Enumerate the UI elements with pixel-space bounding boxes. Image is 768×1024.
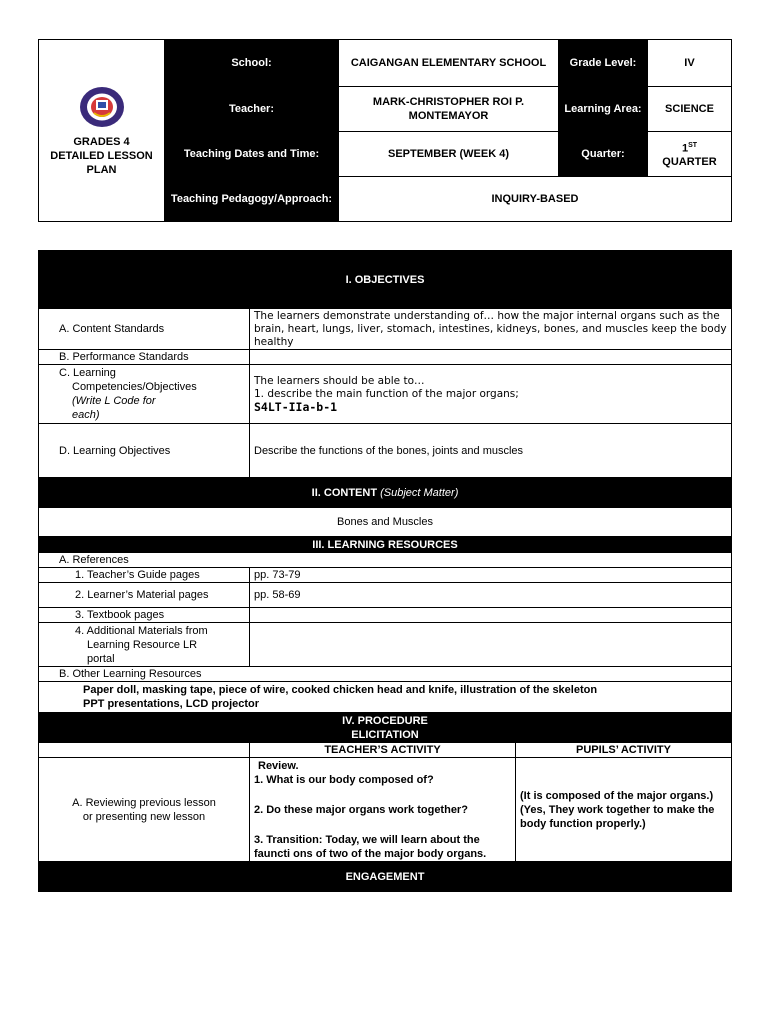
content-standards-label: A. Content Standards: [39, 309, 250, 350]
header-title-cell: [39, 40, 165, 222]
content-heading-text: II. CONTENT: [311, 486, 378, 499]
competencies-text: [250, 365, 732, 424]
other-resources-text: [39, 682, 732, 713]
objectives-heading: I. OBJECTIVES: [39, 251, 732, 309]
teacher-activity-header: TEACHER’S ACTIVITY: [250, 743, 516, 758]
pupil-activity-header: PUPILS’ ACTIVITY: [516, 743, 732, 758]
procedure-title: IV. PROCEDURE: [342, 714, 428, 727]
quarter-number: 1: [681, 142, 689, 155]
teacher-value: MARK-CHRISTOPHER ROI P. MONTEMAYOR: [339, 87, 559, 132]
content-heading: [39, 478, 732, 508]
teacher-transition: 3. Transition: Today, we will learn about the fauncti ons of two of the major body organs.: [254, 834, 487, 860]
learning-objectives-text: Describe the functions of the bones, joints and muscles: [250, 424, 732, 478]
competencies-label: [39, 365, 250, 424]
pupil-activity-cell: [516, 758, 732, 862]
procedure-blank-header: [39, 743, 250, 758]
additional-materials-line: 4. Additional Materials from: [75, 624, 208, 637]
learning-resources-heading: III. LEARNING RESOURCES: [39, 537, 732, 553]
engagement-heading: ENGAGEMENT: [39, 862, 732, 892]
additional-materials-line: Learning Resource LR: [87, 638, 198, 651]
header-title-line: PLAN: [86, 163, 117, 176]
additional-materials-line: portal: [87, 652, 115, 665]
competencies-line: 1. describe the main function of the major organs;: [254, 387, 519, 400]
content-heading-italic: (Subject Matter): [380, 486, 459, 499]
quarter-suffix: ST: [688, 141, 698, 149]
review-lesson-label: [39, 758, 250, 862]
references-label: A. References: [39, 553, 732, 568]
textbook-label: 3. Textbook pages: [39, 608, 250, 623]
competencies-label-note: each): [72, 409, 100, 421]
other-resources-line: PPT presentations, LCD projector: [83, 698, 260, 710]
textbook-value: [250, 608, 732, 623]
teacher-activity-cell: [250, 758, 516, 862]
other-resources-label: B. Other Learning Resources: [39, 667, 732, 682]
teachers-guide-value: pp. 73-79: [250, 568, 732, 583]
quarter-value: [648, 132, 732, 177]
header-table: [38, 39, 732, 222]
learning-objectives-label: D. Learning Objectives: [39, 424, 250, 478]
competencies-code: S4LT-IIa-b-1: [254, 399, 338, 414]
additional-materials-value: [250, 623, 732, 667]
additional-materials-label: [39, 623, 250, 667]
lesson-plan-table: [38, 250, 732, 892]
performance-standards-text: [250, 350, 732, 365]
pupil-answer: (Yes, They work together to make the body function properly.): [520, 803, 715, 830]
other-resources-line: Paper doll, masking tape, piece of wire, cooked chicken head and knife, illustration of the skeleton: [83, 684, 598, 696]
teaching-dates-value: SEPTEMBER (WEEK 4): [339, 132, 559, 177]
competencies-label-line: C. Learning: [59, 367, 116, 379]
learners-material-label: 2. Learner’s Material pages: [39, 583, 250, 608]
header-title-line: GRADES 4: [73, 135, 130, 148]
pedagogy-label: Teaching Pedagogy/Approach:: [165, 177, 339, 222]
grade-level-label: Grade Level:: [559, 40, 648, 87]
teaching-dates-label: Teaching Dates and Time:: [165, 132, 339, 177]
review-lesson-line: A. Reviewing previous lesson: [72, 796, 216, 809]
school-label: School:: [165, 40, 339, 87]
learning-area-label: Learning Area:: [559, 87, 648, 132]
procedure-heading: [39, 713, 732, 743]
learners-material-value: pp. 58-69: [250, 583, 732, 608]
teacher-review: Review.: [258, 760, 299, 772]
pupil-answer: (It is composed of the major organs.): [520, 789, 714, 802]
quarter-word: QUARTER: [662, 156, 717, 169]
competencies-label-line: Competencies/Objectives: [72, 381, 197, 393]
header-title-line: DETAILED LESSON: [50, 149, 153, 162]
content-standards-text: The learners demonstrate understanding of… how the major internal organs such as the brain, heart, lungs, liver, stomach, intestines, kidneys, bones, and muscles keep the body healthy: [250, 309, 732, 350]
elicitation-title: ELICITATION: [351, 728, 419, 741]
school-value: CAIGANGAN ELEMENTARY SCHOOL: [339, 40, 559, 87]
pedagogy-value: INQUIRY-BASED: [339, 177, 732, 222]
competencies-label-note: (Write L Code for: [72, 395, 156, 407]
teacher-question: 2. Do these major organs work together?: [254, 804, 468, 816]
review-lesson-line: or presenting new lesson: [82, 810, 206, 823]
quarter-label: Quarter:: [559, 132, 648, 177]
grade-level-value: IV: [648, 40, 732, 87]
teacher-question: 1. What is our body composed of?: [254, 774, 434, 786]
learning-area-value: SCIENCE: [648, 87, 732, 132]
deped-seal-icon: [74, 85, 130, 129]
performance-standards-label: B. Performance Standards: [39, 350, 250, 365]
teachers-guide-label: 1. Teacher’s Guide pages: [39, 568, 250, 583]
teacher-label: Teacher:: [165, 87, 339, 132]
competencies-line: The learners should be able to…: [254, 374, 425, 387]
subject-matter: Bones and Muscles: [39, 508, 732, 537]
